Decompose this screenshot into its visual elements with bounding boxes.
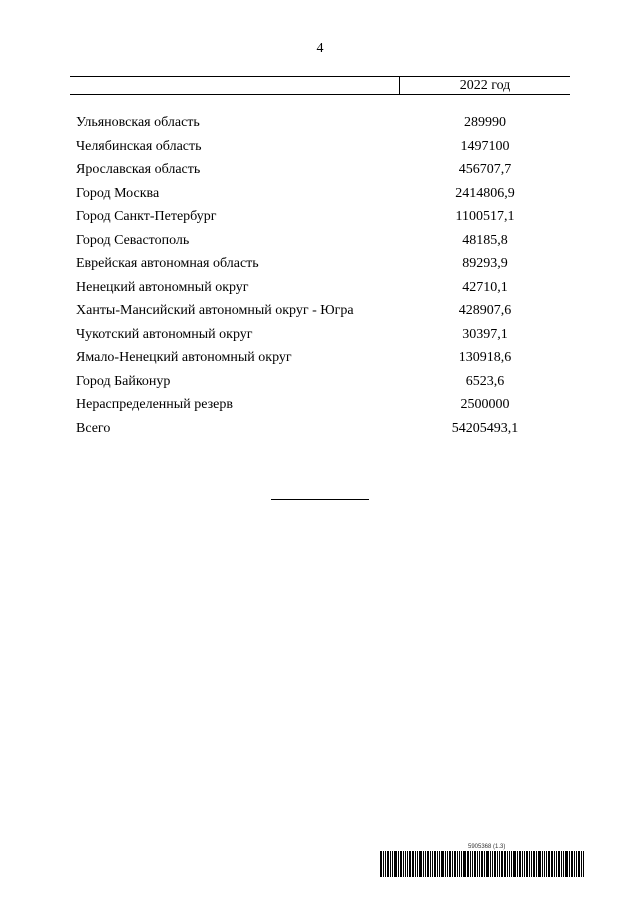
barcode-bar bbox=[533, 851, 535, 877]
barcode-bar bbox=[425, 851, 426, 877]
barcode-bar bbox=[409, 851, 411, 877]
barcode-bar bbox=[501, 851, 503, 877]
barcode-label: 5905368 (1.3) bbox=[468, 844, 506, 850]
table-row bbox=[0, 276, 640, 300]
barcode-bar bbox=[430, 851, 431, 877]
barcode-bar bbox=[536, 851, 537, 877]
barcode-bar bbox=[470, 851, 471, 877]
page-number: 4 bbox=[316, 41, 324, 56]
region-name: Город Севастополь bbox=[76, 232, 190, 248]
barcode-bar bbox=[531, 851, 532, 877]
region-amount: 89293,9 bbox=[462, 256, 508, 271]
barcode-bar bbox=[407, 851, 408, 877]
barcode-bar bbox=[390, 851, 391, 877]
column-header-year: 2022 год bbox=[459, 78, 511, 93]
barcode-bar bbox=[578, 851, 580, 877]
barcode-bar bbox=[452, 851, 453, 877]
region-name: Город Москва bbox=[76, 185, 160, 201]
barcode-bar bbox=[383, 851, 384, 877]
barcode-bar bbox=[511, 851, 512, 877]
region-name: Еврейская автономная область bbox=[76, 256, 259, 271]
barcode-bar bbox=[432, 851, 433, 877]
barcode-bar bbox=[583, 851, 584, 877]
table-row bbox=[0, 299, 640, 323]
barcode-bar bbox=[445, 851, 446, 877]
barcode-bar bbox=[385, 851, 386, 877]
table-row bbox=[0, 370, 640, 394]
table-row bbox=[0, 323, 640, 347]
barcode-bar bbox=[581, 851, 582, 877]
barcode-bar bbox=[463, 851, 466, 877]
region-name: Ярославская область bbox=[76, 162, 201, 177]
region-name: Ульяновская область bbox=[76, 115, 200, 130]
region-amount: 2414806,9 bbox=[455, 185, 515, 201]
region-amount: 2500000 bbox=[460, 397, 510, 412]
barcode-bar bbox=[504, 851, 506, 877]
barcode-bar bbox=[423, 851, 424, 877]
barcode-bar bbox=[574, 851, 575, 877]
barcode-bar bbox=[434, 851, 436, 877]
barcode-bar bbox=[403, 851, 404, 877]
table-row bbox=[0, 229, 640, 253]
barcode-bar bbox=[492, 851, 493, 877]
barcode-bar bbox=[544, 851, 545, 877]
table-row bbox=[0, 393, 640, 417]
barcode-bar bbox=[556, 851, 557, 877]
barcode-bar bbox=[400, 851, 402, 877]
region-amount: 6523,6 bbox=[465, 373, 505, 389]
barcode-bar bbox=[459, 851, 460, 877]
barcode-bar bbox=[447, 851, 448, 877]
barcode-bar bbox=[437, 851, 438, 877]
barcode-bar bbox=[454, 851, 456, 877]
barcode-bar bbox=[509, 851, 510, 877]
barcode-bar bbox=[441, 851, 444, 877]
barcode-bar bbox=[494, 851, 496, 877]
barcode-bar bbox=[472, 851, 473, 877]
barcode-bar bbox=[517, 851, 518, 877]
barcode-bar bbox=[569, 851, 570, 877]
barcode-bar bbox=[417, 851, 418, 877]
barcode-bar bbox=[398, 851, 399, 877]
barcode-bar bbox=[548, 851, 550, 877]
barcode-bar bbox=[551, 851, 553, 877]
barcode-bar bbox=[387, 851, 389, 877]
region-amount: 289990 bbox=[464, 115, 506, 130]
region-amount: 428907,6 bbox=[458, 303, 512, 318]
barcode-bar bbox=[563, 851, 564, 877]
distribution-table bbox=[0, 111, 640, 440]
barcode-bar bbox=[561, 851, 562, 877]
table-row bbox=[0, 252, 640, 276]
barcode-bar bbox=[461, 851, 462, 877]
barcode-bar bbox=[526, 851, 528, 877]
barcode-bar bbox=[457, 851, 458, 877]
barcode-bar bbox=[467, 851, 469, 877]
barcode-bar bbox=[524, 851, 525, 877]
barcode-bar bbox=[538, 851, 541, 877]
region-name: Чукотский автономный округ bbox=[76, 326, 253, 342]
barcode-bar bbox=[565, 851, 568, 877]
region-name: Ханты-Мансийский автономный округ - Югра bbox=[76, 303, 354, 318]
barcode-bar bbox=[507, 851, 508, 877]
barcode-bar bbox=[546, 851, 547, 877]
barcode-bar bbox=[415, 851, 416, 877]
barcode-bar bbox=[558, 851, 560, 877]
barcode-bar bbox=[484, 851, 485, 877]
barcode-bar bbox=[419, 851, 422, 877]
barcode-bar bbox=[474, 851, 476, 877]
region-amount: 42710,1 bbox=[462, 279, 508, 295]
barcode-bar bbox=[571, 851, 573, 877]
table-row bbox=[0, 346, 640, 370]
region-amount: 30397,1 bbox=[462, 326, 508, 342]
barcode-bar bbox=[529, 851, 530, 877]
region-name: Нераспределенный резерв bbox=[76, 397, 233, 412]
region-name: Ямало-Ненецкий автономный округ bbox=[76, 350, 292, 365]
region-amount: 456707,7 bbox=[458, 162, 512, 177]
region-amount: 1100517,1 bbox=[455, 209, 515, 224]
table-row bbox=[0, 135, 640, 159]
table-row-total bbox=[0, 417, 640, 441]
region-amount: 1497100 bbox=[460, 138, 510, 154]
barcode-bar bbox=[519, 851, 521, 877]
region-name: Челябинская область bbox=[76, 138, 202, 154]
total-amount: 54205493,1 bbox=[451, 420, 519, 436]
barcode-bar bbox=[394, 851, 397, 877]
barcode-bar bbox=[490, 851, 491, 877]
total-label: Всего bbox=[76, 420, 111, 436]
barcode-bar bbox=[542, 851, 543, 877]
barcode-bar bbox=[412, 851, 414, 877]
table-row bbox=[0, 111, 640, 135]
barcode-bar bbox=[405, 851, 406, 877]
barcode-bar bbox=[554, 851, 555, 877]
region-amount: 130918,6 bbox=[458, 350, 512, 365]
barcode-bar bbox=[499, 851, 500, 877]
barcode-bar bbox=[427, 851, 429, 877]
region-amount: 48185,8 bbox=[462, 232, 508, 248]
table-header-bottom-rule bbox=[70, 94, 570, 95]
barcode-bar bbox=[513, 851, 516, 877]
barcode-bar bbox=[479, 851, 480, 877]
barcode-bar bbox=[392, 851, 393, 877]
barcode-icon bbox=[380, 851, 586, 877]
barcode-bar bbox=[486, 851, 489, 877]
barcode-bar bbox=[522, 851, 523, 877]
table-row bbox=[0, 158, 640, 182]
barcode-bar bbox=[380, 851, 382, 877]
region-name: Город Санкт-Петербург bbox=[76, 209, 217, 224]
table-row bbox=[0, 205, 640, 229]
barcode-bar bbox=[449, 851, 451, 877]
barcode-bar bbox=[439, 851, 440, 877]
barcode-bar bbox=[497, 851, 498, 877]
region-name: Город Байконур bbox=[76, 373, 171, 389]
barcode-bar bbox=[481, 851, 483, 877]
table-row bbox=[0, 182, 640, 206]
barcode-bar bbox=[477, 851, 478, 877]
barcode-bar bbox=[576, 851, 577, 877]
region-name: Ненецкий автономный округ bbox=[76, 279, 249, 295]
end-of-document-rule bbox=[271, 499, 369, 500]
